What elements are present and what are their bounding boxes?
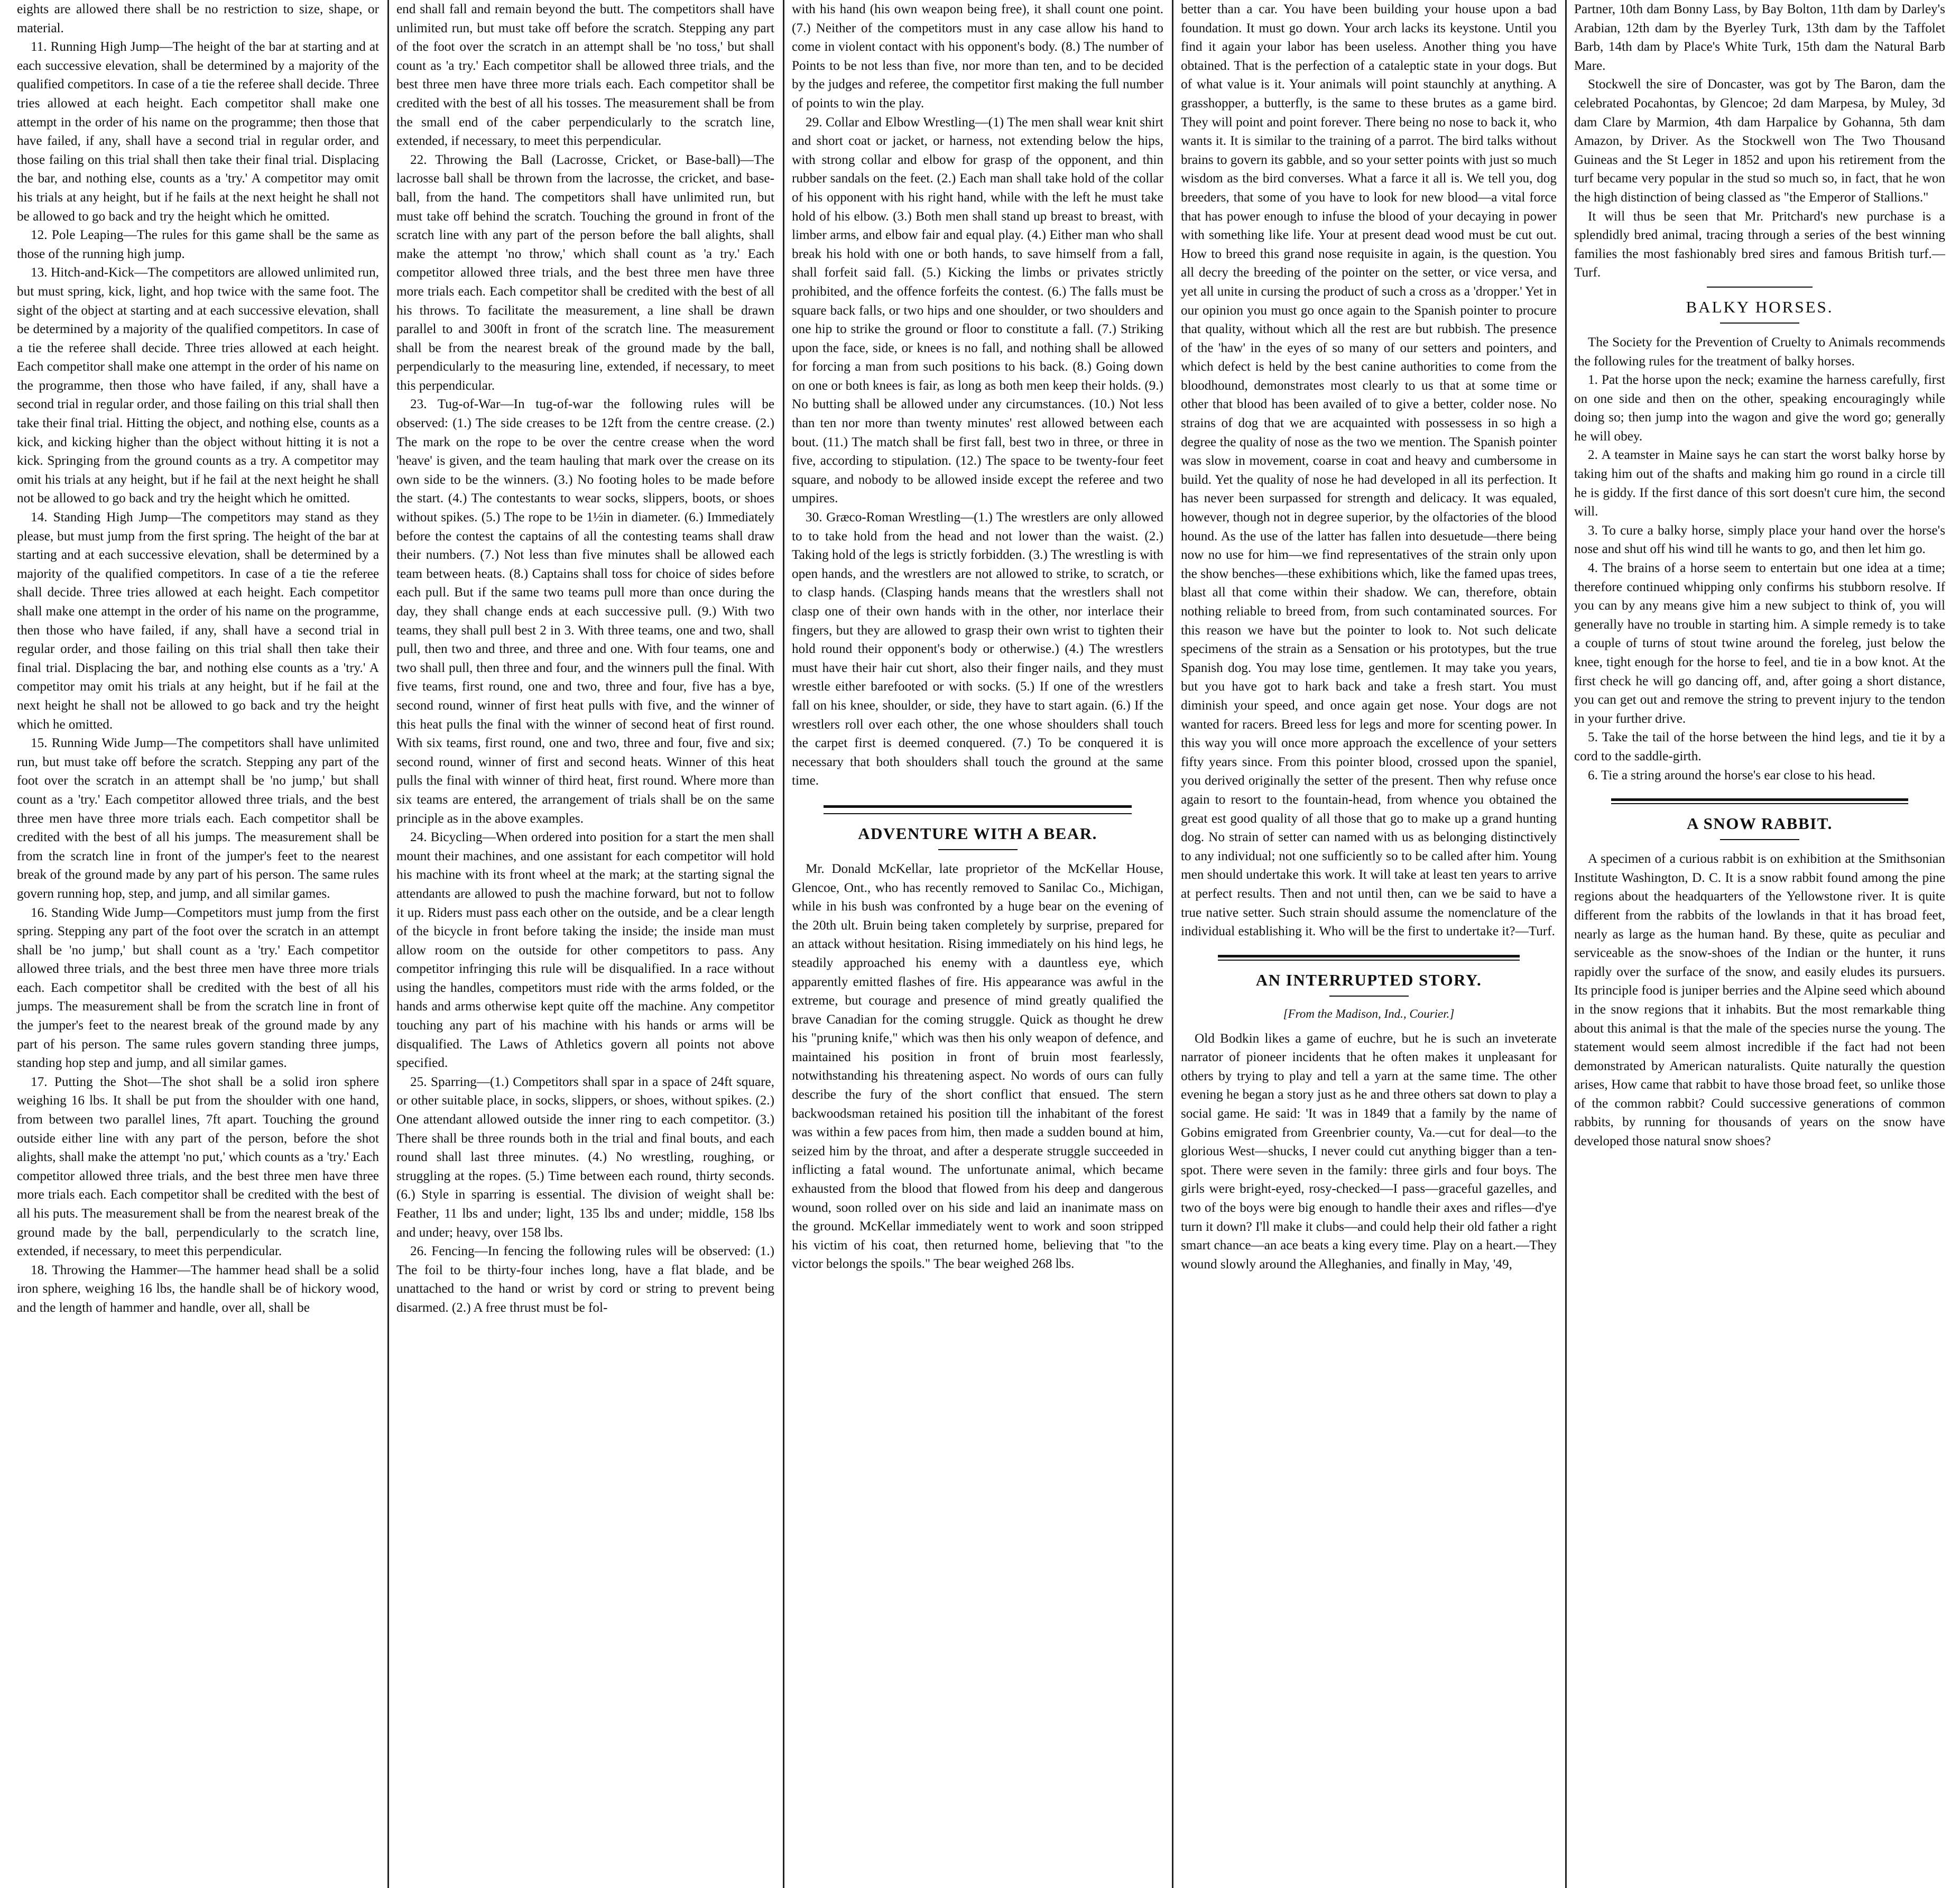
list-item: 3. To cure a balky horse, simply place your hand over the horse's nose and shut off his wind till he wants to go, and then let him go. (1574, 523, 1945, 557)
article-heading-story: AN INTERRUPTED STORY. (1255, 970, 1482, 989)
column-4 (1173, 0, 1567, 1888)
list-item: 5. Take the tail of the horse between the hind legs, and tie it by a cord to the saddle-girth. (1574, 730, 1945, 763)
heading-rule (938, 849, 1018, 850)
rule-23-tug-of-war: 23. Tug-of-War—In tug-of-war the following rules will be observed: (1.) The side creases to be 12ft from the centre crease. (2.) The mark on the rope to be over the centre crease when the word 'heave' is given, and the team hauling that mark over the crease on its own side to be the winners. (3.) No footing holes to be made before the start. (4.) The contestants to wear socks, slippers, boots, or shoes without spikes. (5.) The rope to be 1½in in diameter. (6.) Immediately before the contest the captains of all the contesting teams shall draw their numbers. (7.) Not less than five minutes shall be allowed each team between heats. (8.) Captains shall toss for choice of sides before each pull. But if the same two teams pull more than once during the day, they shall change ends at each successive pull. (9.) With two teams, they shall pull best 2 in 3. With three teams, one and two, shall pull, then two and three, and three and one. With four teams, one and two shall pull, then three and four, and the winners pull the final. With five teams, first round, one and two, three and four, five has a bye, second round, winner of first heat pulls with five, and the winner of this heat pulls the final with the winner of second heat of first round. With six teams, first round, one and two, three and four, five and six; second round, winner of first and second heats. Winner of this heat pulls the final with winner of third heat, first round. Where more than six teams are entered, the arrangement of trials shall be on the same principle as in the above examples. (396, 397, 774, 826)
column-1 (10, 0, 389, 1888)
article-body-bear: Mr. Donald McKellar, late proprietor of the McKellar House, Glencoe, Ont., who has recently removed to Sanilac Co., Michigan, while in his bush was confronted by a huge bear on the evening of the 20th ult. Bruin being taken completely by surprise, prepared for an attack without hesitation. Rising immediately on his hind legs, he steadily approached his enemy with a dauntless eye, which apparently emitted flashes of fire. His appearance was awful in the extreme, but courage and presence of mind greatly qualified the brave Canadian for the coming struggle. Quick as thought he drew his "pruning knife," which was then his only weapon of defence, and maintained his position in front of bruin most fearlessly, notwithstanding his threatening aspect. No words of ours can fully describe the fury of the short conflict that ensued. The stern backwoodsman retained his position till the inhabitant of the forest was within a few paces from him, then made a sudden bound at him, seized him by the throat, and after a desperate struggle succeeded in inflicting a fatal wound. The unfortunate animal, which became exhausted from the blood that flowed from his deep and dangerous wound, soon rolled over on his side and laid an inanimate mass on the ground. McKellar immediately went to work and soon stripped his victim of his coat, then returned home, believing that "to the victor belongs the spoils." The bear weighed 268 lbs. (792, 861, 1163, 1272)
section-rule (824, 813, 1132, 814)
section-rule (1611, 798, 1908, 804)
rule-13-hitch-and-kick: 13. Hitch-and-Kick—The competitors are allowed unlimited run, but must spring, kick, light, and hop twice with the same foot. The sight of the object at starting and at each successive elevation, shall be determined by a majority of the qualified competitors. In case of a tie the referee shall decide. Three tries allowed at each height. Each competitor shall make one attempt in the order of his name on the programme, then those who have failed, if any, shall have a second trial in regular order, and those failing on this trial shall then take their final trial. Hitting the object, and nothing else, counts as a kick, and kicking higher than the object without hitting it is not a kick. Springing from the ground counts as a try. A competitor may omit his trials at any height, but if he fail at the next height he shall not be allowed to go back and try the height which he omitted. (17, 265, 379, 506)
paragraph: eights are allowed there shall be no restriction to size, shape, or material. (17, 2, 379, 35)
paragraph: Stockwell the sire of Doncaster, was got by The Baron, dam the celebrated Pocahontas, by Glencoe; 2d dam Marpesa, by Muley, 3d dam Clare by Marmion, 4th dam Harpalice by Gohanna, 5th dam Amazon, by Driver. As the Stockwell won The Two Thousand Guineas and the St Leger in 1852 and upon his retirement from the turf became very popular in the stud so much so, in fact, that he won the high distinction of being classed as "the Emperor of Stallions." (1574, 77, 1945, 205)
paragraph: end shall fall and remain beyond the butt. The competitors shall have unlimited run, but must take off before the scratch. Stepping any part of the foot over the scratch in an attempt shall be 'no toss,' but shall count as 'a try.' Each competitor shall be allowed three trials, and the best three men have three more trials each. Each competitor shall be credited with the best of all his tosses. The measurement shall be from the small end of the caber perpendicularly to the scratch line, extended, if necessary, to meet this perpendicular. (396, 2, 774, 149)
heading-rule (1720, 839, 1799, 840)
rule-29-collar-and-elbow-wrestling: 29. Collar and Elbow Wrestling—(1) The men shall wear knit shirt and short coat or jacket, or harness, not extending below the hips, with strong collar and elbow for grasp of the opponent, and thin rubber sandals on the feet. (2.) Each man shall take hold of the collar of his opponent with his right hand, while with the left he must take hold of his elbow. (3.) Both men shall stand up breast to breast, with limber arms, and elbow fair and equal play. (4.) Either man who shall break his hold with one or both hands, to save himself from a fall, shall forfeit said fall. (5.) Kicking the limbs or privates strictly prohibited, and the offence forfeits the contest. (6.) The falls must be square back falls, or two hips and one shoulder, or two shoulders and one hip to strike the ground or floor to constitute a fall. (7.) Striking upon the face, side, or knees is no fall, and nothing shall be allowed for forcing a man from such positions to his back. (8.) Going down on one or both knees is fair, as long as both men keep their holds. (9.) No butting shall be allowed under any circumstances. (10.) Not less than ten nor more than twenty minutes' rest allowed between each bout. (11.) The match shall be first fall, best two in three, or three in five, according to stipulation. (12.) The space to be twenty-four feet square, and nobody to be allowed inside except the referee and two umpires. (792, 115, 1163, 506)
article-intro-balky: The Society for the Prevention of Cruelty to Animals recommends the following rules for the treatment of balky horses. (1574, 335, 1945, 369)
section-rule (1707, 287, 1813, 288)
section-rule (824, 805, 1132, 808)
list-item: 2. A teamster in Maine says he can start the worst balky horse by taking him out of the shafts and making him go round in a circle till he is giddy. If the first dance of this sort doesn't cure him, the second will. (1574, 448, 1945, 519)
rule-12-pole-leaping: 12. Pole Leaping—The rules for this game shall be the same as those of the running high jump. (17, 228, 379, 261)
paragraph: with his hand (his own weapon being free), it shall count one point. (7.) Neither of the competitors must in any case allow his hand to come in violent contact with his opponent's body. (8.) The number of Points to be not less than five, nor more than ten, and to be decided by the judges and referee, the competitor first making the full number of points to win the play. (792, 2, 1163, 110)
heading-rule (1329, 996, 1409, 997)
paragraph: better than a car. You have been building your house upon a bad foundation. It must go down. Your arch lacks its keystone. Until you find it again your labor has been useless. Another thing you have obtained. That is the perfection of a cataleptic state in your dogs. But of what value is it. Your animals will point staunchly at anything. A grasshopper, a butterfly, is the same to these brutes as a game bird. They will point and point forever. There being no nose to back it, who wants it. It is similar to the training of a parrot. The bird talks without brains to govern its gabble, and so your setter points with just so much wisdom as the bird converses. What a farce it all is. We tell you, dog breeders, that some of you have to look for new blood—a vital force that has power enough to infuse the blood of your decaying in power with something like life. Your at present dead wood must be cut out. How to breed this grand nose requisite in again, is the question. You all decry the breeding of the pointer on the setter, or vice versa, and yet all unite in cursing the product of such a cross as a 'dropper.' Yet in our opinion you must go once again to the Spanish pointer to procure that quality, without which all the rest are but rubbish. The presence of the 'haw' in the eyes of so many of our setters and pointers, and which defect is held by the best canine authorities to come from the bloodhound, demonstrates most clearly to us that at some time or other that blood has been availed of to give a better, colder nose. No strains of dog that we are acquainted with possessess in so high a degree the quality of nose as the two we mention. The Spanish pointer was slow in movement, coarse in coat and heavy and cumbersome in build. Yet the quality of nose he had developed in all its perfection. It has never been surpassed for strength and delicacy. It was equaled, however, though not in degree superior, by the olfactories of the blood hound. As the use of the latter has fallen into desuetude—there being now no use for him—we find representatives of the strain only upon the show benches—these exhibitions which, like the famed upas trees, blast all that come within their shadow. We can, therefore, obtain nothing reliable to breed from, from such contaminated sources. For this reason we have but the pointer to look to. Not such delicate specimens of the strain as a Sensation or his prototypes, but the true Spanish dog. You may lose time, gentlemen. It may take you years, but you have got to hark back and take a fresh start. You must diminish your speed, and once again get nose. Your dogs are not wanted for racers. Breed less for legs and more for scenting power. In this way you will once more approach the excellence of your setters fifty years since. From this pointer blood, crossed upon the spaniel, you derived originally the setter of the present. Then why refuse once again to resort to the fountain-head, from whence you obtained the great est good quality of all those that go to make up a grand hunting dog. No strain of setter can named with us as belonging distinctively to any individual; not one sufficiently so to be called after him. Young men should undertake this work. It will take at least ten years to arrive at perfect results. Then and not until then, can we be said to have a true native setter. Such strain should assume the nomenclature of the individual establishing it. Who will be the first to undertake it?—Turf. (1181, 2, 1557, 939)
list-item: 6. Tie a string around the horse's ear close to his head. (1588, 768, 1875, 782)
section-rule (1218, 955, 1520, 961)
article-heading-balky: BALKY HORSES. (1686, 297, 1834, 316)
column-5 (1567, 0, 1954, 1888)
article-body-rabbit: A specimen of a curious rabbit is on exhibition at the Smithsonian Institute Washington, D. C. It is a snow rabbit found among the pine regions about the headquarters of the Yellowstone river. It is quite different from the rabbits of the lowlands in that it has broad feet, nearly as large as the human hand. By these, quite as peculiar and serviceable as the snow-shoes of the Indian or the hunter, it runs rapidly over the surface of the snow, and easily eludes its pursuers. Its principle food is juniper berries and the Alpine seed which abound in the snow regions that it inhabits. But the most remarkable thing about this animal is that the male of the species nurse the young. The statement would seem almost incredible if the fact had not been demonstrated by American naturalists. Quite naturally the question arises, How came that rabbit to have those broad feet, so unlike those of the common rabbit? Could successive generations of common rabbits, by running for thousands of years on the snow have developed those natural snow shoes? (1574, 852, 1945, 1149)
rule-17-putting-the-shot: 17. Putting the Shot—The shot shall be a solid iron sphere weighing 16 lbs. It shall be put from the shoulder with one hand, from between two parallel lines, 7ft apart. Touching the ground outside either line with any part of the person, before the shot alights, shall make the attempt 'no put,' which counts as a 'try.' Each competitor allowed three trials, and the best three men have three more trials each. Each competitor shall be credited with the best of all his puts. The measurement shall be from the nearest break of the ground made by the ball, perpendicularly to the scratch line, extended, if necessary, to meet this perpendicular. (17, 1074, 379, 1259)
article-source: [From the Madison, Ind., Courier.] (1283, 1007, 1455, 1020)
article-heading-rabbit: A SNOW RABBIT. (1687, 814, 1833, 833)
rule-22-throwing-the-ball: 22. Throwing the Ball (Lacrosse, Cricket, or Base-ball)—The lacrosse ball shall be thrown from the lacrosse, the cricket, and base-ball, from the hand. The competitors shall have unlimited run, but must take off behind the scratch. Touching the ground in front of the scratch line with any part of the person before the ball alights, shall make the attempt 'no throw,' which shall count as 'a try.' Each competitor allowed three trials, and the best three men have three more trials each. Each competitor shall be credited with the best of all his throws. To facilitate the measurement, a line shall be drawn parallel to and 300ft in front of the scratch line. The measurement shall be from the nearest break of the ground made by the ball, perpendicularly to the measuring line, extended, if necessary, to meet this perpendicular. (396, 152, 774, 393)
rule-26-fencing: 26. Fencing—In fencing the following rules will be observed: (1.) The foil to be thirty-four inches long, have a flat blade, and be unattached to the hand or wrist by cord or string to prevent being disarmed. (2.) A free thrust must be fol- (396, 1244, 774, 1315)
article-heading-bear: ADVENTURE WITH A BEAR. (858, 824, 1097, 843)
column-3 (784, 0, 1173, 1888)
rule-15-running-wide-jump: 15. Running Wide Jump—The competitors shall have unlimited run, but must take off before the scratch. Stepping any part of the foot over the scratch in an attempt shall be 'no jump,' but shall count as a 'try.' Each competitor allowed three trials, and the best three men have three more trials each. Each competitor shall be credited with the best of all his jumps. The measurement shall be from the scratch line in front of the jumper's feet to the nearest break of the ground made by any part of his person. The same rules govern running hop, step, and jump, and all similar games. (17, 736, 379, 901)
column-2 (389, 0, 784, 1888)
list-item: 1. Pat the horse upon the neck; examine the harness carefully, first on one side and then on the other, speaking encouragingly while doing so; then jump into the wagon and give the word go; generally he will obey. (1574, 373, 1945, 444)
rule-30-graeco-roman-wrestling: 30. Græco-Roman Wrestling—(1.) The wrestlers are only allowed to to take hold from the head and not lower than the waist. (2.) Taking hold of the legs is strictly forbidden. (3.) The wrestling is with open hands, and the wrestlers are not allowed to strike, to scratch, or to clasp hands. (Clasping hands means that the wrestlers shall not clasp one of their own hands with in the other, nor interlace their fingers, but they are allowed to grasp their own wrist to tighten their hold round their opponent's body or otherwise.) (4.) The wrestlers must have their hair cut short, also their finger nails, and they must wrestle either barefooted or with socks. (5.) If one of the wrestlers fall on his knee, shoulder, or side, they have to start again. (6.) If the wrestlers roll over each other, the one whose shoulders shall touch the carpet first is deemed conquered. (7.) To be conquered it is necessary that both shoulders shall touch the ground at the same time. (792, 510, 1163, 788)
list-item: 4. The brains of a horse seem to entertain but one idea at a time; therefore continued whipping only confirms his stubborn resolve. If you can by any means give him a new subject to think of, you will generally have no trouble in starting him. A simple remedy is to take a couple of turns of stout twine around the foreleg, just below the knee, tight enough for the horse to feel, and tie in a bow knot. At the first check he will go dancing off, and, after going a short distance, you can get out and remove the string to prevent injury to the tendon in your further drive. (1574, 561, 1945, 726)
rule-25-sparring: 25. Sparring—(1.) Competitors shall spar in a space of 24ft square, or other suitable place, in socks, slippers, or shoes, without spikes. (2.) One attendant allowed outside the inner ring to each competitor. (3.) There shall be three rounds both in the trial and final bouts, and each round shall last three minutes. (4.) No wrestling, roughing, or struggling at the ropes. (5.) Time between each round, thirty seconds. (6.) Style in sparring is essential. The division of weight shall be: Feather, 11 lbs and under; light, 135 lbs and under; middle, 158 lbs and under; heavy, over 158 lbs. (396, 1074, 774, 1240)
heading-rule (1720, 323, 1799, 324)
rule-11-running-high-jump: 11. Running High Jump—The height of the bar at starting and at each successive elevation, shall be determined by a majority of the qualified competitors. In case of a tie the referee shall decide. Three tries allowed at each height. Each competitor shall make one attempt in the order of his name on the programme; then those that have failed, if any, shall have a second trial in regular order, and those failing on this trial shall then take their final trial. Displacing the bar, and nothing else, counts as a 'try.' A competitor may omit his trials at any height, but if he fails at the next height he shall not be allowed to go back and try the height which he omitted. (17, 40, 379, 224)
article-body-story: Old Bodkin likes a game of euchre, but he is such an inveterate narrator of pioneer incidents that he often makes it unpleasant for others by trying to play and tell a yarn at the same time. The other evening he began a story just as he and three others sat down to play a social game. He said: 'It was in 1849 that a family by the name of Gobins emigrated from Greenbrier county, Va.—cut for deal—to the glorious West—shucks, I never could cut anything bigger than a ten-spot. There were seven in the family: three girls and four boys. The girls were bright-eyed, rosy-checked—I pass—graceful gazelles, and two of the boys were big enough to handle their axes and rifles—d'ye turn it down? I'll make it clubs—and could help their old father a right smart chance—an ace beats a king every time. Play on a heart.—They wound slowly around the Alleghanies, and finally in May, '49, (1181, 1031, 1557, 1272)
rule-14-standing-high-jump: 14. Standing High Jump—The competitors may stand as they please, but must jump from the first spring. The height of the bar at starting and at each successive elevation, shall be determined by a majority of the qualified competitors. In case of a tie the referee shall decide. Three tries allowed at each height. Each competitor shall make one attempt in the order of his name on the programme, then those who have failed, if any, shall have a second trial in regular order, and those failing on this trial shall then take their final trial. Displacing the bar, and nothing else counts as a 'try.' A competitor may omit his trials at any height, but if he fail at the next height he shall not be allowed to go back and try the height which he omitted. (17, 510, 379, 732)
paragraph: Partner, 10th dam Bonny Lass, by Bay Bolton, 11th dam by Darley's Arabian, 12th dam by the Byerley Turk, 13th dam by the Taffolet Barb, 14th dam by Place's White Turk, 15th dam the Natural Barb Mare. (1574, 2, 1945, 73)
rule-16-standing-wide-jump: 16. Standing Wide Jump—Competitors must jump from the first spring. Stepping any part of the foot over the scratch in an attempt shall be 'no jump,' but shall count as a 'try.' Each competitor allowed three trials, and the best three men have three more trials each. Each competitor shall be credited with the best of all his jumps. The measurement shall be from the scratch line in front of the jumper's feet to the nearest break of the ground made by any part of his person. The same rules govern standing three jumps, standing hop step and jump, and all similar games. (17, 905, 379, 1071)
paragraph: It will thus be seen that Mr. Pritchard's new purchase is a splendidly bred animal, tracing through a series of the best winning families the most fashionably bred sires and famous British turf.—Turf. (1574, 209, 1945, 280)
rule-18-throwing-the-hammer: 18. Throwing the Hammer—The hammer head shall be a solid iron sphere, weighing 16 lbs, the handle shall be of hickory wood, and the length of hammer and handle, over all, shall be (17, 1263, 379, 1315)
rule-24-bicycling: 24. Bicycling—When ordered into position for a start the men shall mount their machines, and one assistant for each competitor will hold his machine with its front wheel at the mark; at the starting signal the attendants are allowed to push the machine forward, but not to follow it up. Riders must pass each other on the outside, and be a clear length of the bicycle in front before taking the inside; the inside man must allow room on the outside for other competitors to pass. Any competitor infringing this rule will be disqualified. In a race without using the handles, competitors must ride with the arms folded, or the hands and arms otherwise kept quite off the machine. Any competitor touching any part of his machine with his hands or arms will be disqualified. The Laws of Athletics govern all points not above specified. (396, 830, 774, 1071)
